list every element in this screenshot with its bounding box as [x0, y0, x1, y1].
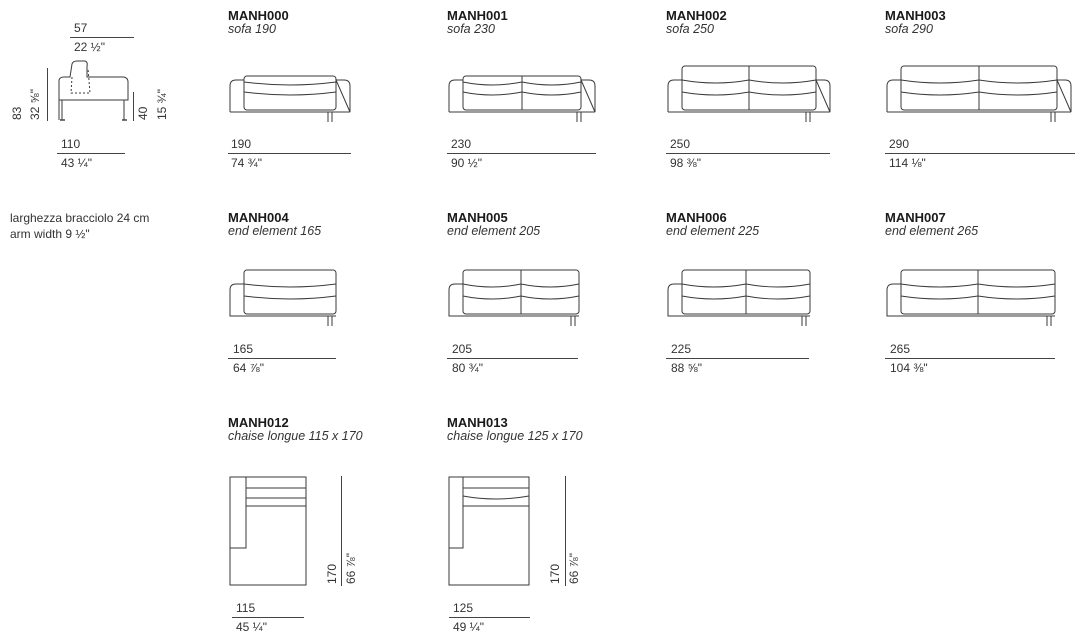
width-cm: 250: [670, 137, 691, 151]
seat-in: 15 ¾": [155, 89, 169, 120]
arm-width-en: arm width 9 ½": [10, 227, 90, 241]
product-desc: sofa 290: [885, 22, 933, 36]
seat-cm: 40: [136, 106, 150, 120]
depth-in: 66 ⅞": [344, 553, 358, 584]
product-code: MANH006: [666, 210, 727, 225]
end-element-drawing: [666, 266, 816, 332]
seat-rule: [133, 92, 134, 121]
width-in: 43 ¼": [61, 156, 92, 170]
chaise-plan-drawing: [448, 476, 532, 588]
width-in: 90 ½": [451, 156, 482, 170]
sofa-front-drawing: [228, 62, 352, 128]
product-code: MANH003: [885, 8, 946, 23]
width-in: 114 ⅛": [889, 156, 926, 170]
sofa-front-drawing: [885, 62, 1075, 128]
height-in: 32 ⅝": [28, 89, 42, 120]
width-rule: [449, 617, 530, 618]
side-view-drawing: [50, 60, 140, 130]
product-desc: end element 225: [666, 224, 760, 238]
width-rule: [885, 153, 1075, 154]
width-rule: [57, 153, 125, 154]
width-in: 80 ¾": [452, 361, 483, 375]
product-desc: end element 165: [228, 224, 322, 238]
chaise-plan-drawing: [229, 476, 309, 588]
product-code: MANH013: [447, 415, 508, 430]
width-cm: 205: [452, 342, 473, 356]
product-code: MANH007: [885, 210, 946, 225]
width-rule: [228, 153, 351, 154]
width-rule: [447, 153, 596, 154]
width-rule: [228, 358, 336, 359]
width-rule: [666, 358, 809, 359]
depth-cm: 170: [325, 563, 339, 584]
width-cm: 265: [890, 342, 911, 356]
width-in: 64 ⅞": [233, 361, 264, 375]
product-desc: sofa 230: [447, 22, 495, 36]
width-in: 74 ¾": [231, 156, 262, 170]
arm-width-it: larghezza bracciolo 24 cm: [10, 211, 150, 225]
product-desc: sofa 190: [228, 22, 276, 36]
depth-cm: 57: [74, 21, 88, 35]
width-in: 98 ⅜": [670, 156, 701, 170]
height-cm: 83: [10, 106, 24, 120]
product-code: MANH001: [447, 8, 508, 23]
end-element-drawing: [447, 266, 583, 332]
product-desc: chaise longue 115 x 170: [228, 429, 363, 443]
product-code: MANH004: [228, 210, 289, 225]
height-rule: [47, 68, 48, 121]
width-cm: 125: [453, 601, 474, 615]
width-rule: [885, 358, 1055, 359]
width-in: 49 ¼": [453, 620, 484, 634]
depth-cm: 170: [548, 563, 562, 584]
end-element-drawing: [228, 266, 340, 332]
width-in: 88 ⅝": [671, 361, 702, 375]
depth-rule: [70, 37, 134, 38]
product-desc: chaise longue 125 x 170: [447, 429, 583, 443]
width-rule: [232, 617, 304, 618]
width-in: 104 ⅜": [890, 361, 928, 375]
sofa-front-drawing: [666, 62, 832, 128]
product-code: MANH002: [666, 8, 727, 23]
width-in: 45 ¼": [236, 620, 267, 634]
end-element-drawing: [885, 266, 1061, 332]
width-cm: 225: [671, 342, 692, 356]
sofa-front-drawing: [447, 62, 597, 128]
depth-rule: [341, 476, 342, 586]
width-cm: 290: [889, 137, 910, 151]
product-desc: sofa 250: [666, 22, 714, 36]
product-code: MANH012: [228, 415, 289, 430]
width-rule: [666, 153, 830, 154]
product-code: MANH000: [228, 8, 289, 23]
width-cm: 190: [231, 137, 252, 151]
width-cm: 110: [61, 137, 81, 151]
depth-rule: [565, 476, 566, 586]
width-rule: [447, 358, 578, 359]
depth-in: 66 ⅞": [567, 553, 581, 584]
product-desc: end element 205: [447, 224, 541, 238]
product-code: MANH005: [447, 210, 508, 225]
product-desc: end element 265: [885, 224, 979, 238]
width-cm: 230: [451, 137, 472, 151]
width-cm: 115: [236, 601, 256, 615]
width-cm: 165: [233, 342, 254, 356]
depth-in: 22 ½": [74, 40, 105, 54]
